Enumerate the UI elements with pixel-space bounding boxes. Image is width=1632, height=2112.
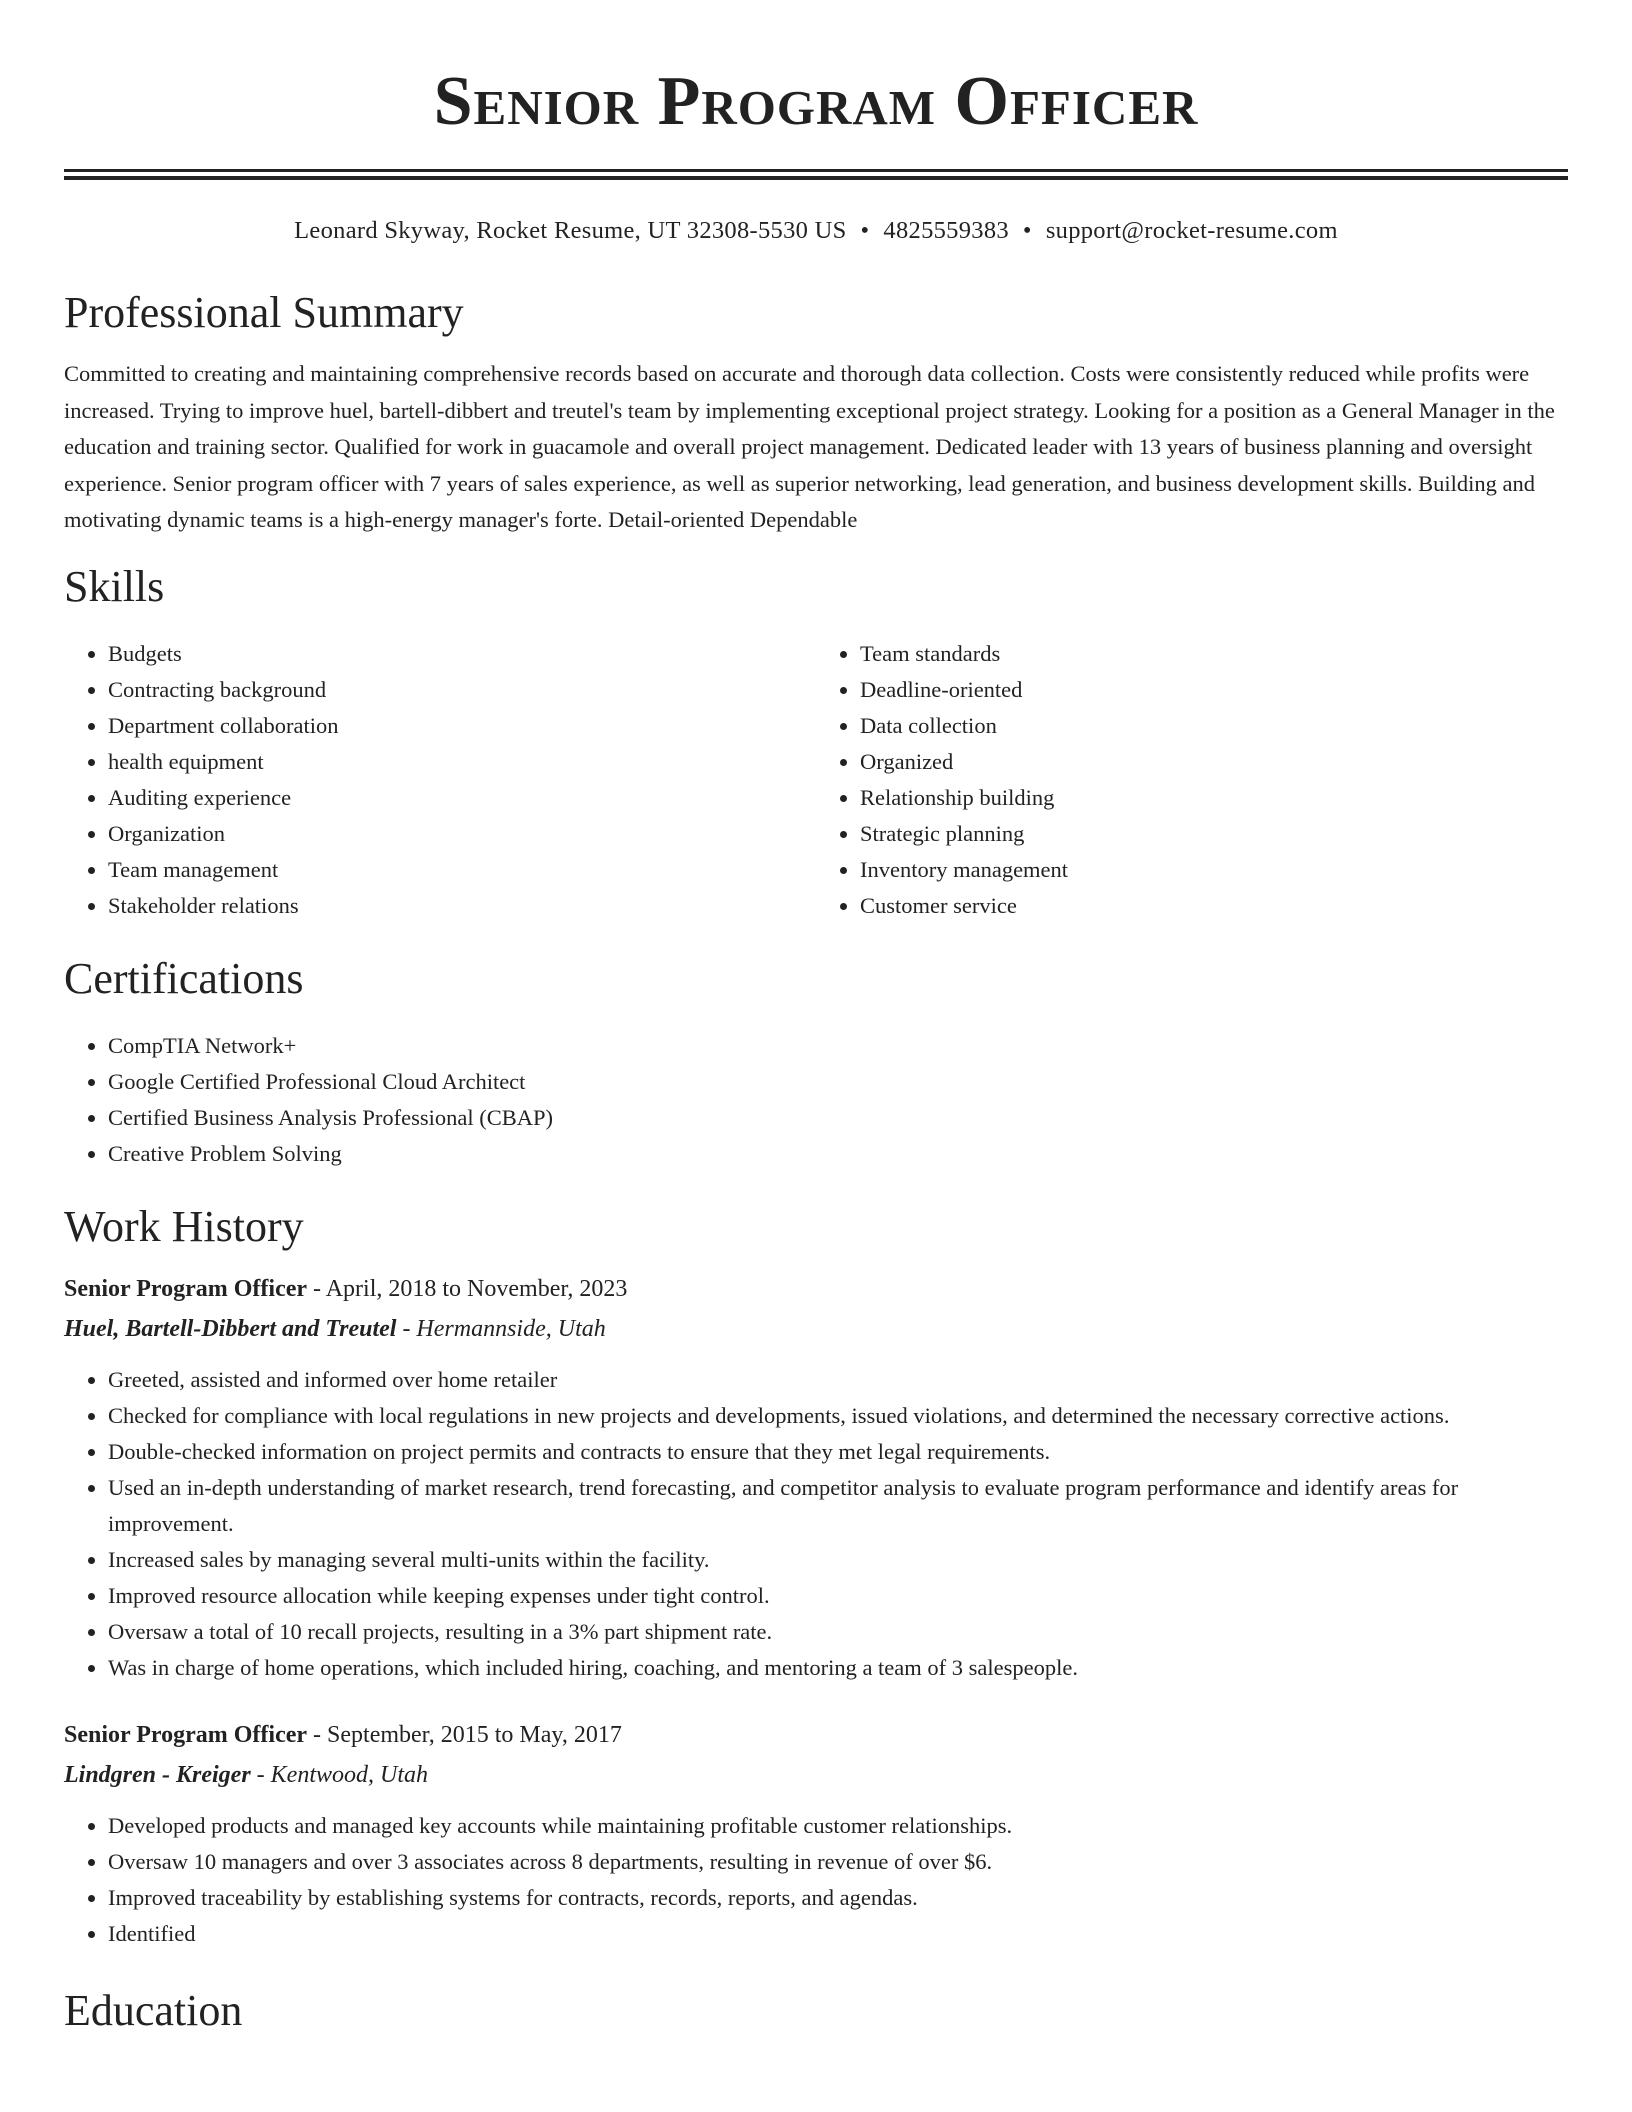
- education-heading: Education: [64, 1985, 243, 2035]
- skill-item: • Contracting background: [108, 672, 816, 708]
- job-bullet: • Oversaw a total of 10 recall projects, resulting in a 3% part shipment rate.: [108, 1614, 1568, 1650]
- certification-item: • Google Certified Professional Cloud Architect: [108, 1064, 1568, 1100]
- job-bullet: • Used an in-depth understanding of market research, trend forecasting, and competitor analysis to evaluate program performance and identify areas for improvement.: [108, 1470, 1568, 1542]
- job-bullet: • Double-checked information on project permits and contracts to ensure that they met legal requirements.: [108, 1434, 1568, 1470]
- job-bullets: [64, 1808, 1568, 1952]
- skill-item: • Deadline-oriented: [860, 672, 1568, 708]
- company-name: Huel, Bartell-Dibbert and Treutel: [64, 1315, 397, 1342]
- skills-grid: [64, 636, 1568, 924]
- resume-title: Senior Program Officer: [433, 63, 1199, 140]
- skill-item: • Stakeholder relations: [108, 888, 816, 924]
- job-title-line: [64, 1720, 1568, 1750]
- job-title: Senior Program Officer: [64, 1275, 308, 1302]
- education-section: [64, 1986, 1568, 2036]
- job-bullet: • Greeted, assisted and informed over home retailer: [108, 1362, 1568, 1398]
- skill-item: • Budgets: [108, 636, 816, 672]
- company-line: [64, 1760, 1568, 1790]
- contact-line: [64, 216, 1568, 246]
- job-bullet: • Improved traceability by establishing systems for contracts, records, reports, and agendas.: [108, 1880, 1568, 1916]
- job-entry: [64, 1720, 1568, 1952]
- job-dates: - September, 2015 to May, 2017: [307, 1721, 622, 1748]
- contact-separator: •: [860, 217, 870, 244]
- skill-item: • Department collaboration: [108, 708, 816, 744]
- skill-item: • health equipment: [108, 744, 816, 780]
- company-location: - Kentwood, Utah: [250, 1761, 428, 1788]
- title-divider: [64, 169, 1568, 180]
- job-bullet: • Oversaw 10 managers and over 3 associates across 8 departments, resulting in revenue of over $6.: [108, 1844, 1568, 1880]
- skill-item: • Organized: [860, 744, 1568, 780]
- skill-item: • Inventory management: [860, 852, 1568, 888]
- job-title: Senior Program Officer: [64, 1721, 308, 1748]
- job-title-line: [64, 1274, 1568, 1304]
- certifications-section: [64, 954, 1568, 1172]
- work-history-heading: Work History: [64, 1201, 304, 1251]
- job-bullet: • Developed products and managed key accounts while maintaining profitable customer relationships.: [108, 1808, 1568, 1844]
- job-bullet: • Improved resource allocation while keeping expenses under tight control.: [108, 1578, 1568, 1614]
- summary-section: [64, 288, 1568, 539]
- work-history-section: [64, 1202, 1568, 1952]
- certification-item: • Creative Problem Solving: [108, 1136, 1568, 1172]
- contact-phone: 4825559383: [883, 217, 1009, 244]
- job-bullet: • Checked for compliance with local regulations in new projects and developments, issued violations, and determined the necessary corrective actions.: [108, 1398, 1568, 1434]
- skill-item: • Customer service: [860, 888, 1568, 924]
- skills-heading: Skills: [64, 561, 165, 611]
- contact-email: support@rocket-resume.com: [1045, 217, 1338, 244]
- company-line: [64, 1314, 1568, 1344]
- certification-item: • CompTIA Network+: [108, 1028, 1568, 1064]
- contact-separator: •: [1022, 217, 1032, 244]
- skill-item: • Auditing experience: [108, 780, 816, 816]
- skill-item: • Relationship building: [860, 780, 1568, 816]
- summary-heading: Professional Summary: [64, 288, 464, 337]
- skill-item: • Data collection: [860, 708, 1568, 744]
- job-entry: [64, 1274, 1568, 1686]
- certification-item: • Certified Business Analysis Professional (CBAP): [108, 1100, 1568, 1136]
- skill-item: • Team standards: [860, 636, 1568, 672]
- company-name: Lindgren - Kreiger: [64, 1761, 251, 1788]
- skill-item: • Organization: [108, 816, 816, 852]
- job-bullet: • Increased sales by managing several multi-units within the facility.: [108, 1542, 1568, 1578]
- skill-item: • Team management: [108, 852, 816, 888]
- job-bullets: [64, 1362, 1568, 1686]
- job-bullet: • Was in charge of home operations, which included hiring, coaching, and mentoring a team of 3 salespeople.: [108, 1650, 1568, 1686]
- summary-text: Committed to creating and maintaining comprehensive records based on accurate and thorough data collection. Costs were consistently reduced while profits were increased. Trying to improve huel, bartell-dibbert and treutel's team by implementing exceptional project strategy. Looking for a position as a General Manager in the education and training sector. Qualified for work in guacamole and overall project management. Dedicated leader with 13 years of business planning and oversight experience. Senior program officer with 7 years of sales experience, as well as superior networking, lead generation, and business development skills. Building and motivating dynamic teams is a high-energy manager's forte. Detail-oriented Dependable: [64, 361, 1555, 532]
- skills-section: [64, 562, 1568, 924]
- job-dates: - April, 2018 to November, 2023: [307, 1275, 628, 1302]
- skills-list-right: [816, 636, 1568, 924]
- certifications-list: [64, 1028, 1568, 1172]
- contact-address: Leonard Skyway, Rocket Resume, UT 32308-5530 US: [294, 217, 847, 244]
- certifications-heading: Certifications: [64, 953, 304, 1003]
- skill-item: • Strategic planning: [860, 816, 1568, 852]
- skills-list-left: [64, 636, 816, 924]
- company-location: - Hermannside, Utah: [396, 1315, 606, 1342]
- job-bullet: • Identified: [108, 1916, 1568, 1952]
